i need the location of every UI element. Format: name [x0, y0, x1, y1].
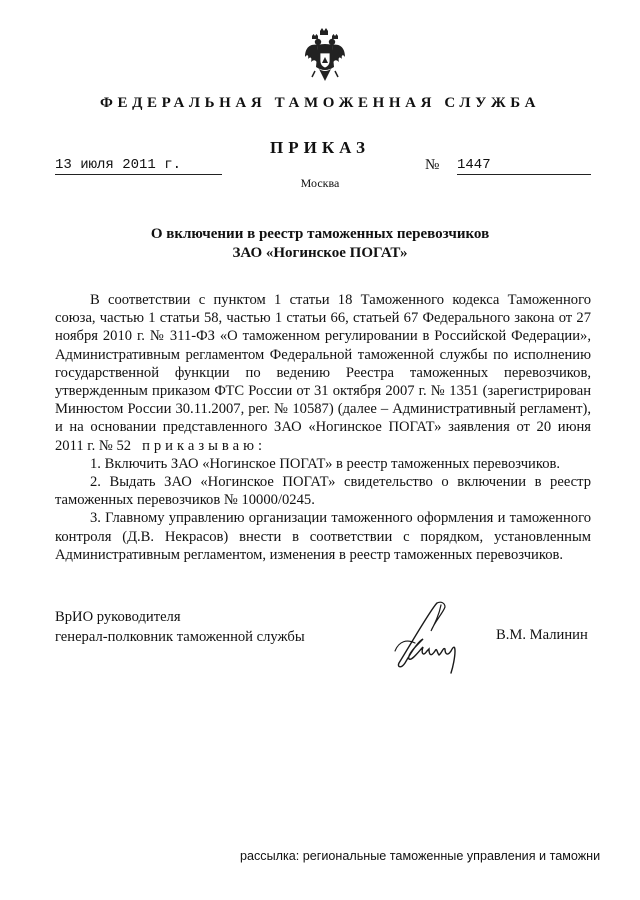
order-word: приказываю:	[142, 437, 267, 454]
order-body	[55, 291, 591, 564]
position-line-1: ВрИО руководителя	[55, 609, 181, 625]
preamble-text: В соответствии с пунктом 1 статьи 18 Таможенного кодекса Таможенного союза, частью 1 статьи 58, частью 1 статьи 66, статьей 67 Федерального закона от 27 ноября 2010 г. № 311-ФЗ «О таможенном регулировании в Российской Федерации», Административным регламентом Федеральной таможенной службы по исполнению государственной функции по ведению Реестра таможенных перевозчиков, утвержденным приказом ФТС России от 31 октября 2007 г. № 1351 (зарегистрирован Минюстом России 30.11.2007, рег. № 10587) (далее – Административный регламент), и на основании представленного ЗАО «Ногинское ПОГАТ» заявления от 20 июня 2011 г. № 52	[55, 292, 591, 454]
handwritten-signature	[385, 597, 485, 675]
order-item-1: 1. Включить ЗАО «Ногинское ПОГАТ» в реестр таможенных перевозчиков.	[90, 455, 561, 472]
signatory-position	[55, 607, 305, 647]
city: Москва	[300, 176, 340, 190]
order-item-2: 2. Выдать ЗАО «Ногинское ПОГАТ» свидетельство о включении в реестр таможенных перевозчиков № 10000/0245.	[55, 474, 591, 509]
signatory-name: В.М. Малинин	[496, 627, 588, 643]
order-date: 13 июля 2011 г.	[55, 157, 222, 175]
mailing-list: рассылка: региональные таможенные управления и таможни	[240, 849, 601, 863]
preamble-paragraph	[55, 291, 591, 455]
document-type: ПРИКАЗ	[270, 138, 370, 157]
position-line-2: генерал-полковник таможенной службы	[55, 629, 305, 645]
coat-of-arms-icon	[303, 27, 347, 85]
agency-name: ФЕДЕРАЛЬНАЯ ТАМОЖЕННАЯ СЛУЖБА	[99, 95, 541, 111]
subject-line-2: ЗАО «Ногинское ПОГАТ»	[232, 245, 408, 261]
order-item-3: 3. Главному управлению организации таможенного оформления и таможенного контроля (Д.В. Некрасов) внести в соответствии с порядком, установленным Административным регламентом, изменения в реестр таможенных перевозчиков.	[55, 510, 591, 563]
subject-line-1: О включении в реестр таможенных перевозчиков	[150, 226, 490, 242]
order-subject	[60, 225, 580, 263]
order-number: 1447	[457, 157, 591, 175]
number-label: №	[425, 157, 440, 173]
